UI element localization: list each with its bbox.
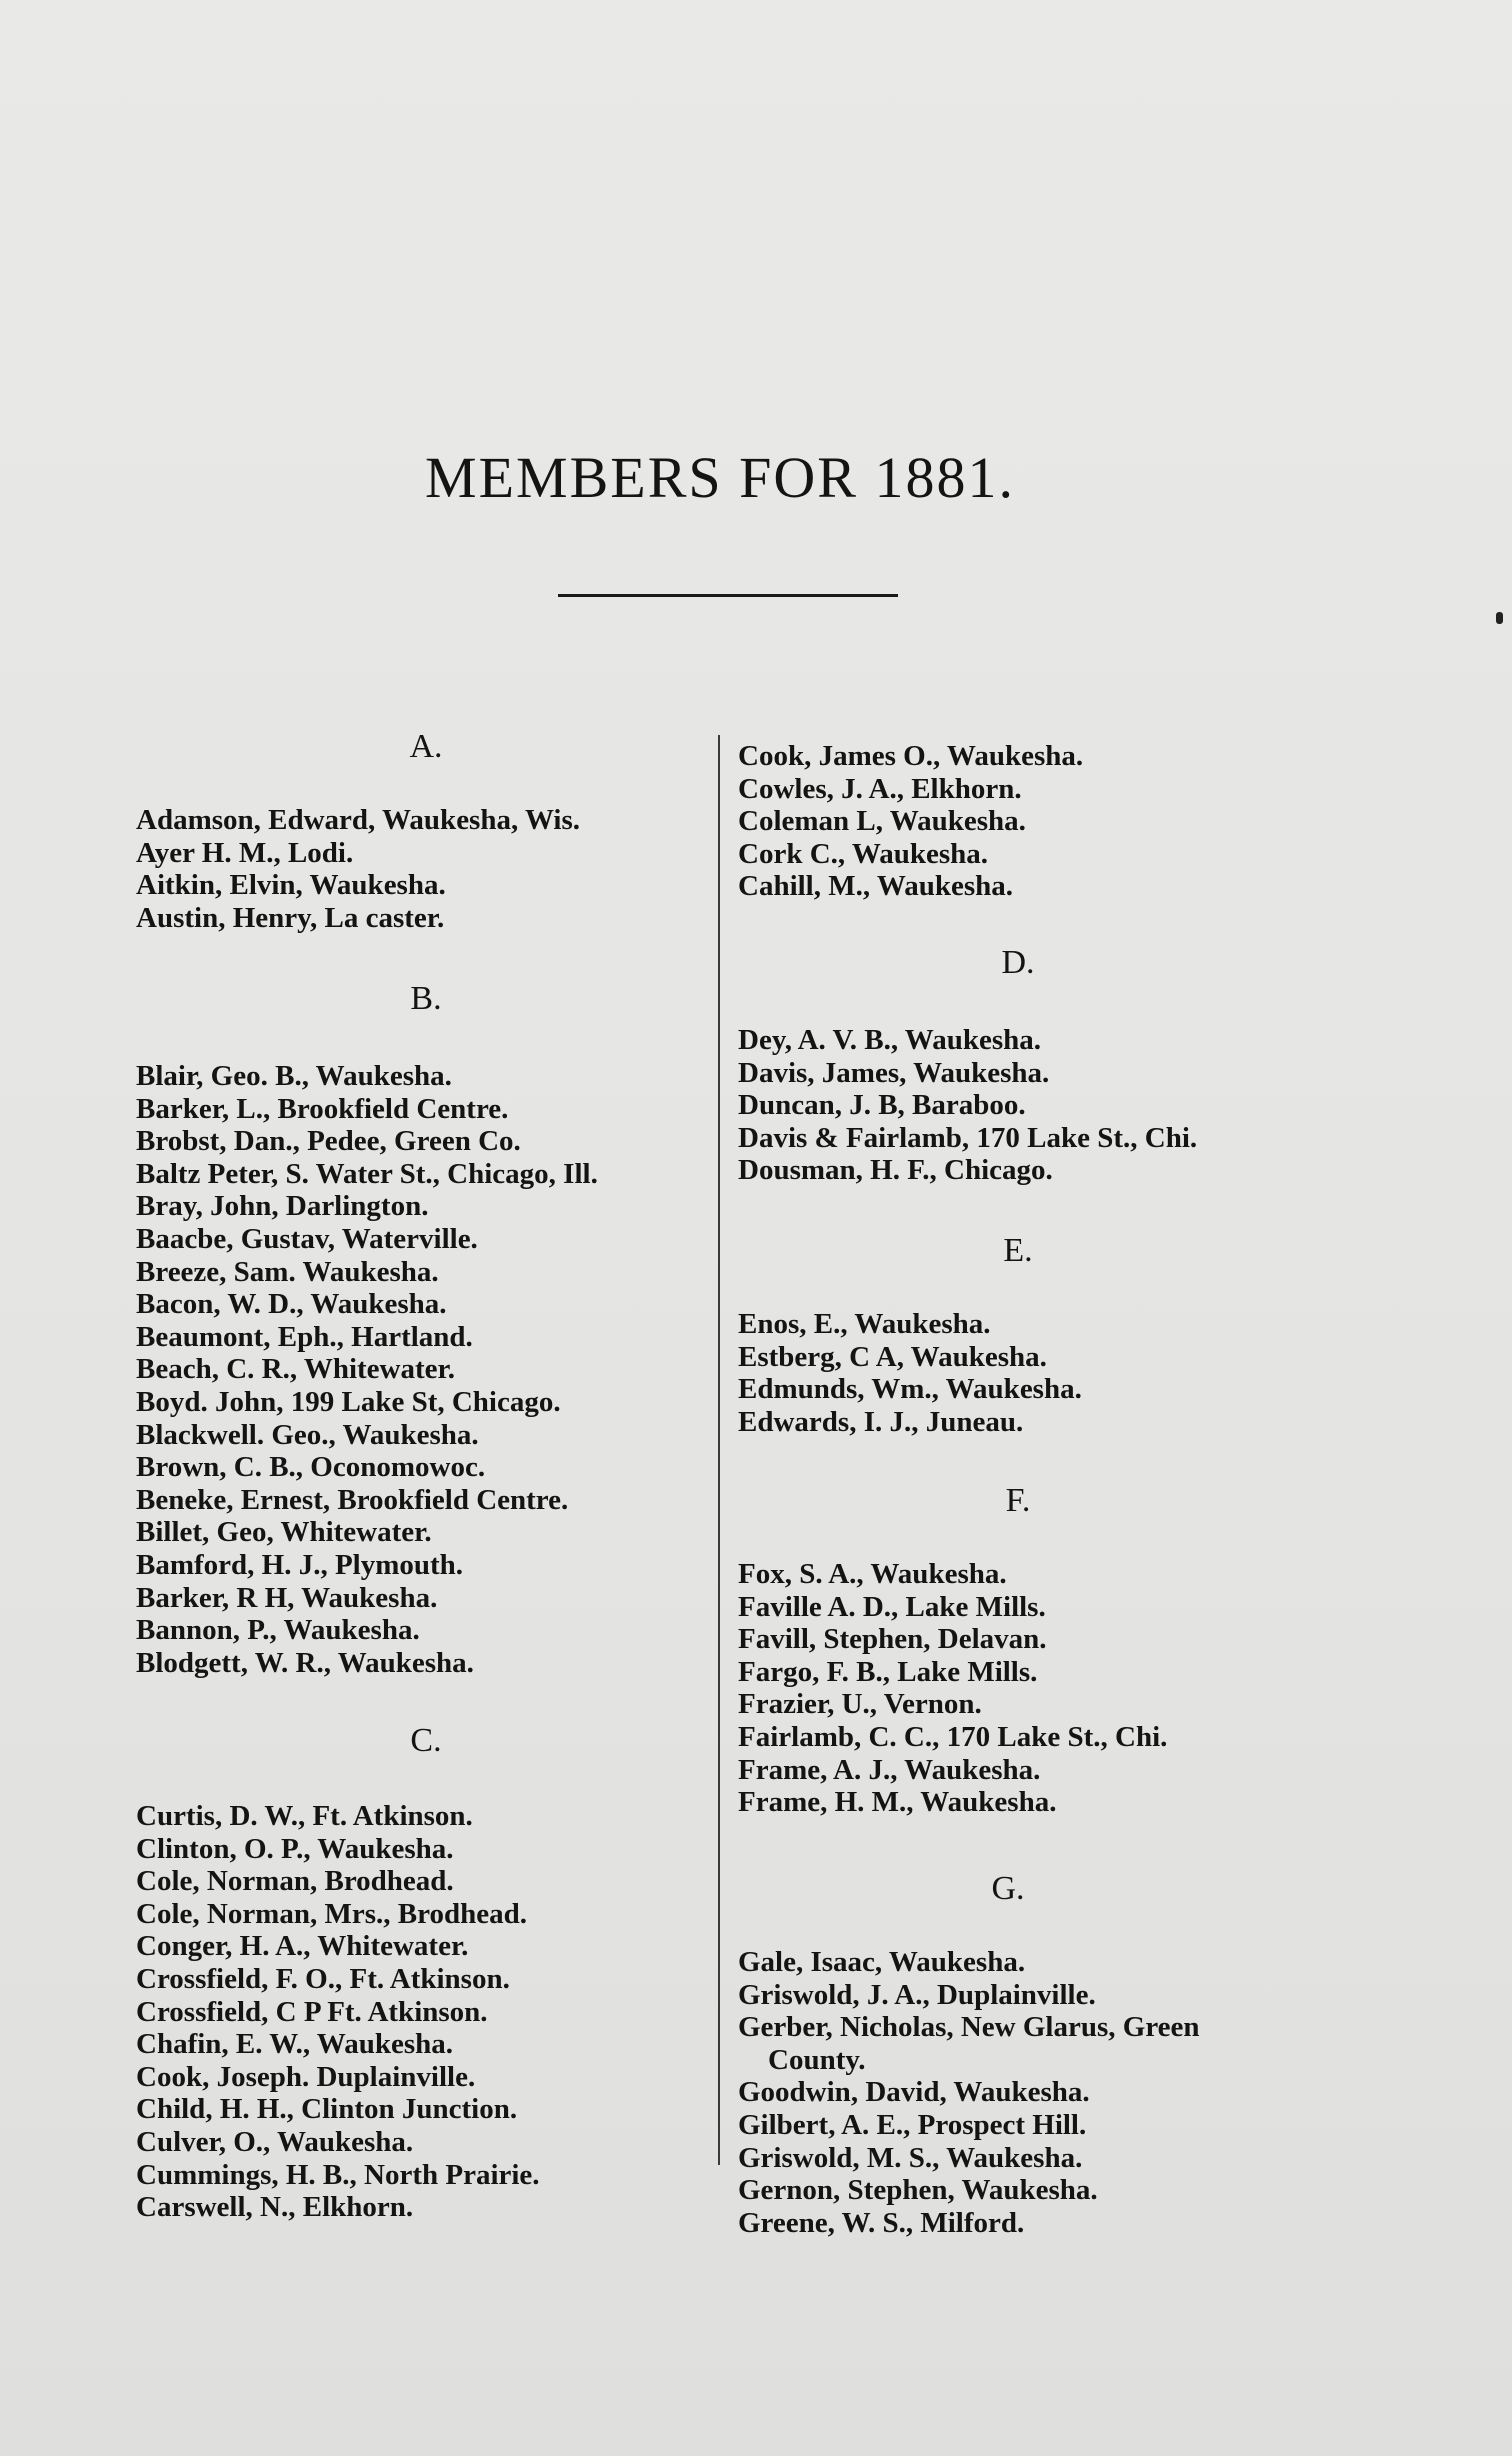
list-item: Bray, John, Darlington. xyxy=(136,1190,429,1223)
list-item: Crossfield, C P Ft. Atkinson. xyxy=(136,1995,488,2028)
list-item: Cowles, J. A., Elkhorn. xyxy=(738,772,1022,805)
list-item: Gale, Isaac, Waukesha. xyxy=(738,1946,1026,1978)
list-item: Baltz Peter, S. Water St., Chicago, Ill. xyxy=(136,1157,598,1190)
list-item: Griswold, J. A., Duplainville. xyxy=(738,1978,1096,2011)
list-item: Cork C., Waukesha. xyxy=(738,837,989,870)
section-d-list xyxy=(738,1024,1197,1187)
section-letter-g: G. xyxy=(991,1870,1025,1907)
list-item: Enos, E., Waukesha. xyxy=(738,1308,991,1340)
list-item: Fairlamb, C. C., 170 Lake St., Chi. xyxy=(738,1720,1168,1753)
list-item: Goodwin, David, Waukesha. xyxy=(738,2076,1090,2109)
list-item: Faville A. D., Lake Mills. xyxy=(738,1590,1046,1623)
list-item: Edwards, I. J., Juneau. xyxy=(738,1405,1024,1438)
list-item: Curtis, D. W., Ft. Atkinson. xyxy=(136,1800,473,1832)
list-item: Crossfield, F. O., Ft. Atkinson. xyxy=(136,1962,510,1995)
list-item: Brobst, Dan., Pedee, Green Co. xyxy=(136,1125,521,1158)
ink-speck xyxy=(1496,612,1503,624)
section-letter-f: F. xyxy=(1005,1482,1031,1519)
list-item: Adamson, Edward, Waukesha, Wis. xyxy=(136,804,581,836)
list-item: Clinton, O. P., Waukesha. xyxy=(136,1832,454,1865)
list-item: Aitkin, Elvin, Waukesha. xyxy=(136,869,446,902)
list-item: Barker, R H, Waukesha. xyxy=(136,1581,438,1614)
list-item: Frame, H. M., Waukesha. xyxy=(738,1786,1057,1819)
section-e-list xyxy=(738,1308,1082,1438)
list-item: Bamford, H. J., Plymouth. xyxy=(136,1548,464,1581)
list-item: Griswold, M. S., Waukesha. xyxy=(738,2141,1083,2174)
list-item: Cummings, H. B., North Prairie. xyxy=(136,2158,540,2191)
list-item: Bannon, P., Waukesha. xyxy=(136,1614,420,1647)
title-rule xyxy=(558,594,898,597)
list-item: Gernon, Stephen, Waukesha. xyxy=(738,2174,1098,2207)
list-item: Chafin, E. W., Waukesha. xyxy=(136,2028,453,2061)
list-item: Davis, James, Waukesha. xyxy=(738,1056,1050,1089)
section-letter-d: D. xyxy=(1001,944,1035,981)
list-item: Billet, Geo, Whitewater. xyxy=(136,1516,432,1549)
list-item: Fargo, F. B., Lake Mills. xyxy=(738,1655,1038,1688)
list-item: Ayer H. M., Lodi. xyxy=(136,836,354,869)
list-item: Frame, A. J., Waukesha. xyxy=(738,1753,1041,1786)
list-item: Cole, Norman, Brodhead. xyxy=(136,1865,454,1898)
list-item: Beach, C. R., Whitewater. xyxy=(136,1353,455,1386)
section-letter-a: A. xyxy=(409,728,443,765)
section-letter-b: B. xyxy=(410,980,442,1017)
list-item: Cahill, M., Waukesha. xyxy=(738,870,1014,903)
section-b-list xyxy=(136,1060,598,1679)
list-item: Gilbert, A. E., Prospect Hill. xyxy=(738,2108,1087,2141)
list-item: Breeze, Sam. Waukesha. xyxy=(136,1255,439,1288)
list-item: County. xyxy=(768,2043,866,2076)
section-f-list xyxy=(738,1558,1167,1819)
list-item: Boyd. John, 199 Lake St, Chicago. xyxy=(136,1385,561,1418)
list-item: Baacbe, Gustav, Waterville. xyxy=(136,1222,478,1255)
section-letter-c: C. xyxy=(410,1722,442,1759)
list-item: Blair, Geo. B., Waukesha. xyxy=(136,1060,452,1092)
column-divider xyxy=(718,735,720,2165)
list-item: Cook, Joseph. Duplainville. xyxy=(136,2060,476,2093)
list-item: Child, H. H., Clinton Junction. xyxy=(136,2093,518,2126)
list-item: Austin, Henry, La caster. xyxy=(136,901,445,934)
list-item: Dey, A. V. B., Waukesha. xyxy=(738,1024,1041,1056)
list-item: Bacon, W. D., Waukesha. xyxy=(136,1288,447,1321)
list-item: Favill, Stephen, Delavan. xyxy=(738,1623,1047,1656)
list-item: Beaumont, Eph., Hartland. xyxy=(136,1320,473,1353)
list-item: Edmunds, Wm., Waukesha. xyxy=(738,1373,1082,1406)
list-item: Greene, W. S., Milford. xyxy=(738,2206,1025,2239)
list-item: Carswell, N., Elkhorn. xyxy=(136,2191,414,2224)
list-item: Duncan, J. B, Baraboo. xyxy=(738,1089,1026,1122)
list-item: Frazier, U., Vernon. xyxy=(738,1688,982,1721)
list-item: Davis & Fairlamb, 170 Lake St., Chi. xyxy=(738,1121,1198,1154)
list-item: Beneke, Ernest, Brookfield Centre. xyxy=(136,1483,569,1516)
list-item: Blackwell. Geo., Waukesha. xyxy=(136,1418,479,1451)
page-title: MEMBERS FOR 1881. xyxy=(425,444,1015,510)
list-item: Fox, S. A., Waukesha. xyxy=(738,1558,1007,1590)
section-c-list xyxy=(136,1800,540,2224)
list-item: Cook, James O., Waukesha. xyxy=(738,740,1084,772)
section-a-list xyxy=(136,804,580,934)
list-item: Culver, O., Waukesha. xyxy=(136,2125,414,2158)
list-item: Coleman L, Waukesha. xyxy=(738,805,1026,838)
list-item: Dousman, H. F., Chicago. xyxy=(738,1154,1053,1187)
list-item: Conger, H. A., Whitewater. xyxy=(136,1930,469,1963)
list-item: Cole, Norman, Mrs., Brodhead. xyxy=(136,1897,527,1930)
section-g-list xyxy=(738,1946,1200,2239)
list-item: Gerber, Nicholas, New Glarus, Green xyxy=(738,2011,1200,2044)
list-item: Blodgett, W. R., Waukesha. xyxy=(136,1646,474,1679)
list-item: Estberg, C A, Waukesha. xyxy=(738,1340,1047,1373)
section-c-continued-list xyxy=(738,740,1083,903)
list-item: Brown, C. B., Oconomowoc. xyxy=(136,1451,486,1484)
list-item: Barker, L., Brookfield Centre. xyxy=(136,1092,509,1125)
section-letter-e: E. xyxy=(1003,1232,1033,1269)
